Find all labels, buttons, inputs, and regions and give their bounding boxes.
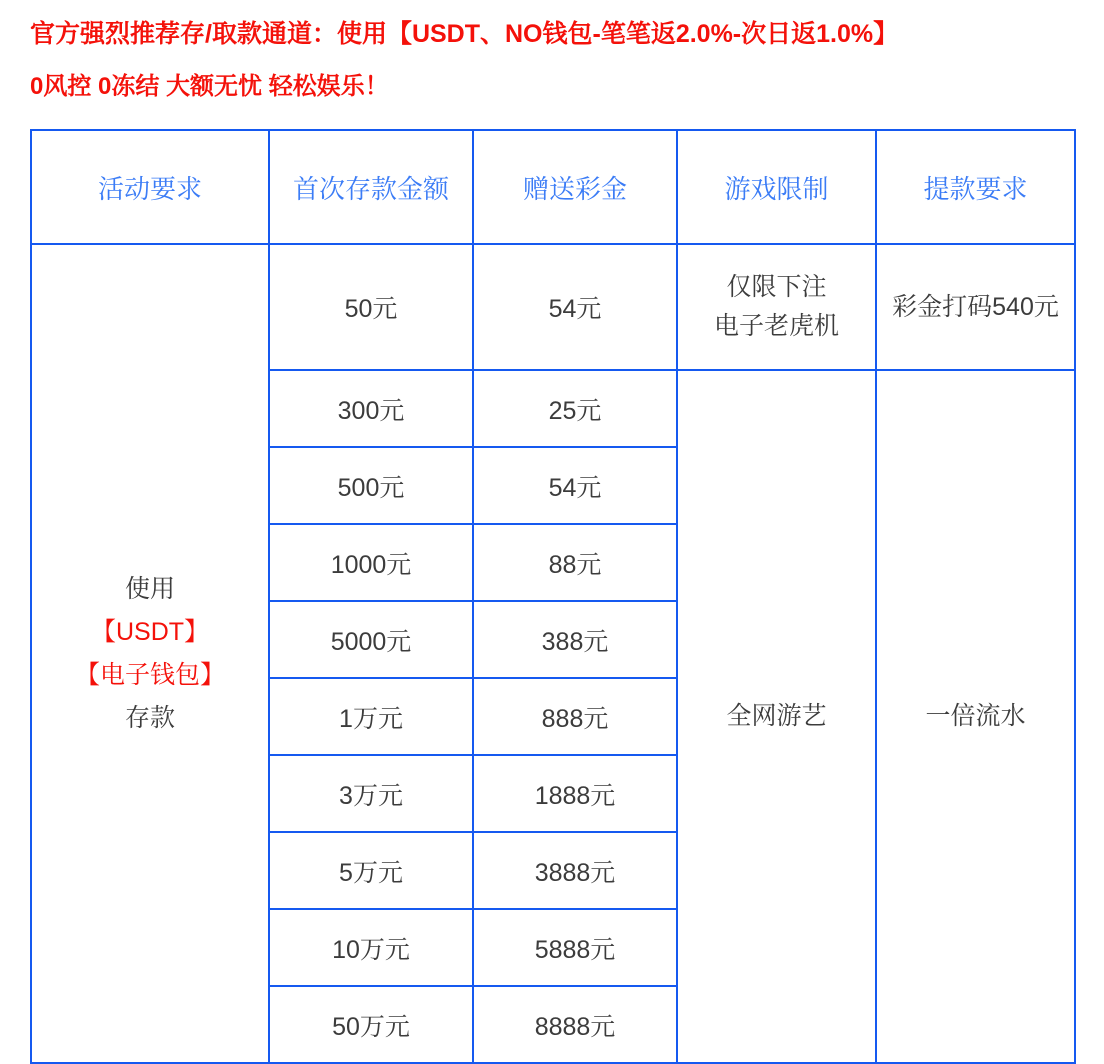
bonus-amount: 5888元 <box>473 909 677 986</box>
table-header-row <box>31 130 1075 244</box>
table-body <box>31 244 1075 1063</box>
requirement-line-2: 【USDT】 <box>90 617 210 646</box>
deposit-amount: 1000元 <box>269 524 473 601</box>
header-bonus: 赠送彩金 <box>473 130 677 244</box>
withdraw-first-text: 彩金打码540元 <box>892 292 1059 321</box>
deposit-amount: 50万元 <box>269 986 473 1063</box>
bonus-amount: 8888元 <box>473 986 677 1063</box>
promotion-table <box>30 129 1076 1064</box>
requirement-line-4: 存款 <box>124 703 175 732</box>
header-first-deposit: 首次存款金额 <box>269 130 473 244</box>
bonus-amount: 888元 <box>473 678 677 755</box>
deposit-amount: 10万元 <box>269 909 473 986</box>
table-header <box>31 130 1075 244</box>
deposit-amount: 5000元 <box>269 601 473 678</box>
header-requirement: 活动要求 <box>31 130 269 244</box>
promo-banner <box>30 16 1074 99</box>
requirement-cell <box>31 244 269 1063</box>
bonus-amount: 1888元 <box>473 755 677 832</box>
table-row <box>31 244 1075 370</box>
deposit-amount: 50元 <box>269 244 473 370</box>
game-limit-first-line-1: 仅限下注 <box>726 273 827 302</box>
deposit-amount: 500元 <box>269 447 473 524</box>
bonus-amount: 25元 <box>473 370 677 447</box>
requirement-line-1: 使用 <box>124 574 175 603</box>
withdraw-first <box>876 244 1075 370</box>
bonus-amount: 88元 <box>473 524 677 601</box>
game-limit-rest: 全网游艺 <box>677 370 876 1063</box>
bonus-amount: 54元 <box>473 244 677 370</box>
deposit-amount: 1万元 <box>269 678 473 755</box>
banner-line-1: 官方强烈推荐存/取款通道：使用【USDT、NO钱包-笔笔返2.0%-次日返1.0%】 <box>30 20 899 48</box>
bonus-amount: 388元 <box>473 601 677 678</box>
banner-line-2: 0风控 0冻结 大额无忧 轻松娱乐！ <box>30 73 389 100</box>
deposit-amount: 5万元 <box>269 832 473 909</box>
header-game-limit: 游戏限制 <box>677 130 876 244</box>
game-limit-first <box>677 244 876 370</box>
requirement-line-3: 【电子钱包】 <box>74 660 225 689</box>
deposit-amount: 3万元 <box>269 755 473 832</box>
header-withdraw: 提款要求 <box>876 130 1075 244</box>
bonus-amount: 3888元 <box>473 832 677 909</box>
game-limit-first-line-2: 电子老虎机 <box>713 312 839 340</box>
deposit-amount: 300元 <box>269 370 473 447</box>
bonus-amount: 54元 <box>473 447 677 524</box>
withdraw-rest: 一倍流水 <box>876 370 1075 1063</box>
